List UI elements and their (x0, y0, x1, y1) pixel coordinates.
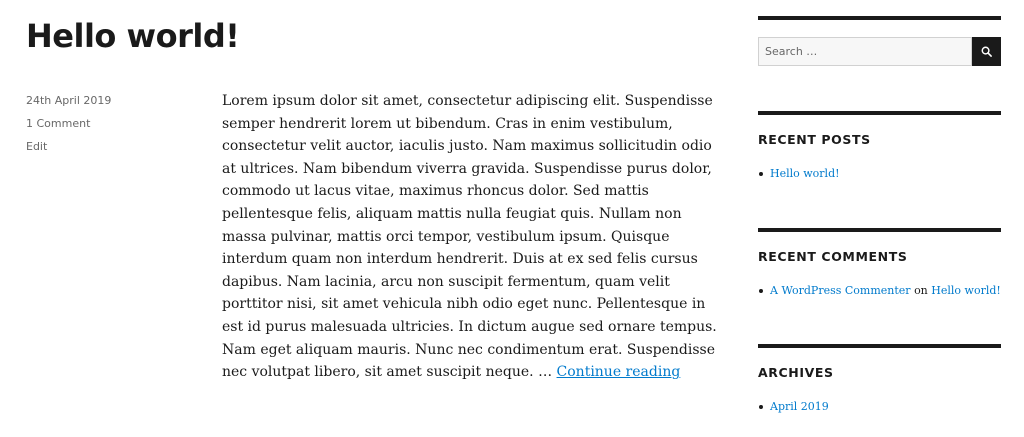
recent-post-link[interactable]: Hello world! (770, 167, 840, 180)
archive-link[interactable]: April 2019 (770, 400, 829, 413)
comment-connector: on (914, 284, 928, 297)
widget-divider (758, 111, 1001, 115)
list-item (758, 166, 840, 182)
entry-meta (26, 93, 196, 162)
search-input[interactable] (758, 37, 972, 66)
archives-title: ARCHIVES (758, 365, 834, 380)
recent-posts-list (758, 166, 840, 182)
list-item (758, 283, 1001, 299)
edit-link[interactable]: Edit (26, 140, 48, 153)
post-excerpt (222, 90, 718, 384)
continue-reading-link[interactable]: Continue reading (556, 364, 681, 381)
archives-list (758, 399, 829, 415)
recent-posts-title: RECENT POSTS (758, 132, 871, 147)
comment-post-link[interactable]: Hello world! (931, 284, 1001, 297)
search-form (758, 37, 1001, 66)
widget-divider (758, 16, 1001, 20)
post-excerpt-text: Lorem ipsum dolor sit amet, consectetur adipiscing elit. Suspendisse semper hendrerit lorem ut bibendum. Cras in enim vestibulum, consectetur velit auctor, iaculis justo. Nam maximus sollicitudin odio at ultrices. Nam bibendum viverra gravida. Suspendisse purus dolor, commodo ut lacus vitae, maximus rhoncus dolor. Sed mattis pellentesque felis, aliquam mattis nulla feugiat quis. Nullam non massa pulvinar, mattis orci tempor, vestibulum ipsum. Quisque interdum quam non interdum hendrerit. Duis at ex sed felis cursus dapibus. Nam lacinia, arcu non suscipit fermentum, quam velit porttitor nisi, sit amet vehicula nibh odio eget nunc. Pellentesque in est id purus malesuada ultricies. In dictum augue sed ornare tempus. Nam eget aliquam mauris. Nunc nec condimentum erat. Suspendisse nec volutpat libero, sit amet suscipit neque. … (222, 93, 717, 381)
recent-comments-list (758, 283, 1001, 299)
post-title[interactable]: Hello world! (26, 17, 240, 55)
widget-divider (758, 228, 1001, 232)
list-item (758, 399, 829, 415)
post-date-link[interactable]: 24th April 2019 (26, 94, 112, 107)
widget-divider (758, 344, 1001, 348)
comment-author-link[interactable]: A WordPress Commenter (770, 284, 911, 297)
recent-comments-title: RECENT COMMENTS (758, 249, 908, 264)
comments-link[interactable]: 1 Comment (26, 117, 91, 130)
search-button[interactable] (972, 37, 1001, 66)
search-icon (981, 46, 992, 57)
